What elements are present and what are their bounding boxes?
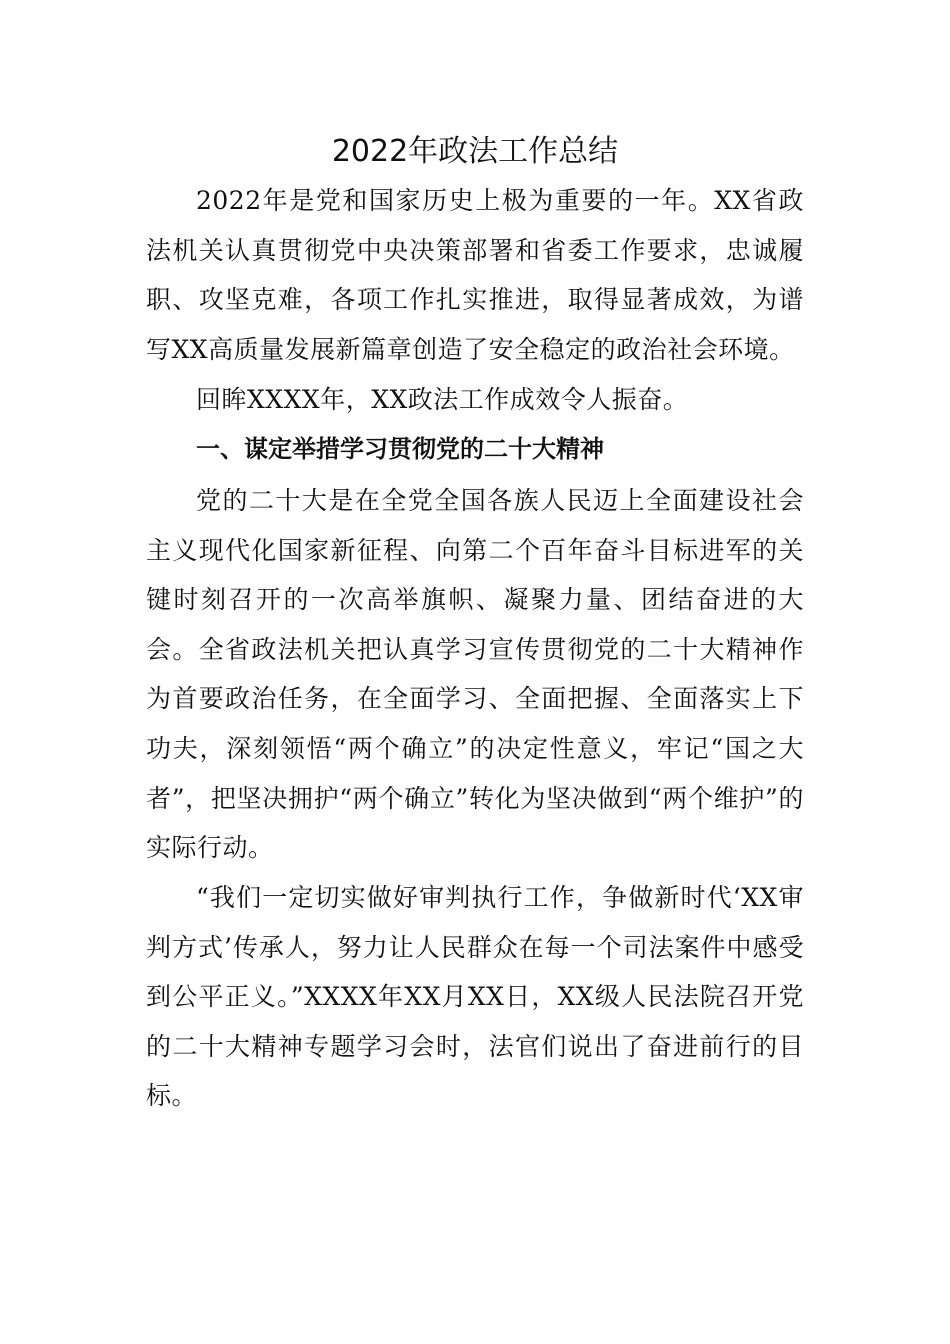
- section1-body-paragraph: 党的二十大是在全党全国各族人民迈上全面建设社会主义现代化国家新征程、向第二个百年奋斗目标进军的关键时刻召开的一次高举旗帜、凝聚力量、团结奋进的大会。全省政法机关把认真学习宣传贯彻党的二十大精神作为首要政治任务，在全面学习、全面把握、全面落实上下功夫，深刻领悟“两个确立”的决定性意义，牢记“国之大者”，把坚决拥护“两个确立”转化为坚决做到“两个维护”的实际行动。: [146, 486, 804, 863]
- section-heading-1: 一、谋定举措学习贯彻党的二十大精神: [196, 435, 604, 463]
- intro-paragraph: 2022年是党和国家历史上极为重要的一年。XX省政法机关认真贯彻党中央决策部署和省委工作要求，忠诚履职、攻坚克难，各项工作扎实推进，取得显著成效，为谱写XX高质量发展新篇章创造了安全稳定的政治社会环境。: [146, 186, 804, 364]
- document-title: 2022年政法工作总结: [331, 134, 619, 169]
- review-paragraph: 回眸XXXX年，XX政法工作成效令人振奋。: [196, 385, 689, 414]
- quote-paragraph: “我们一定切实做好审判执行工作，争做新时代‘XX审判方式’传承人，努力让人民群众在每一个司法案件中感受到公平正义。”XXXX年XX月XX日，XX级人民法院召开党的二十大精神专题学习会时，法官们说出了奋进前行的目标。: [146, 883, 804, 1111]
